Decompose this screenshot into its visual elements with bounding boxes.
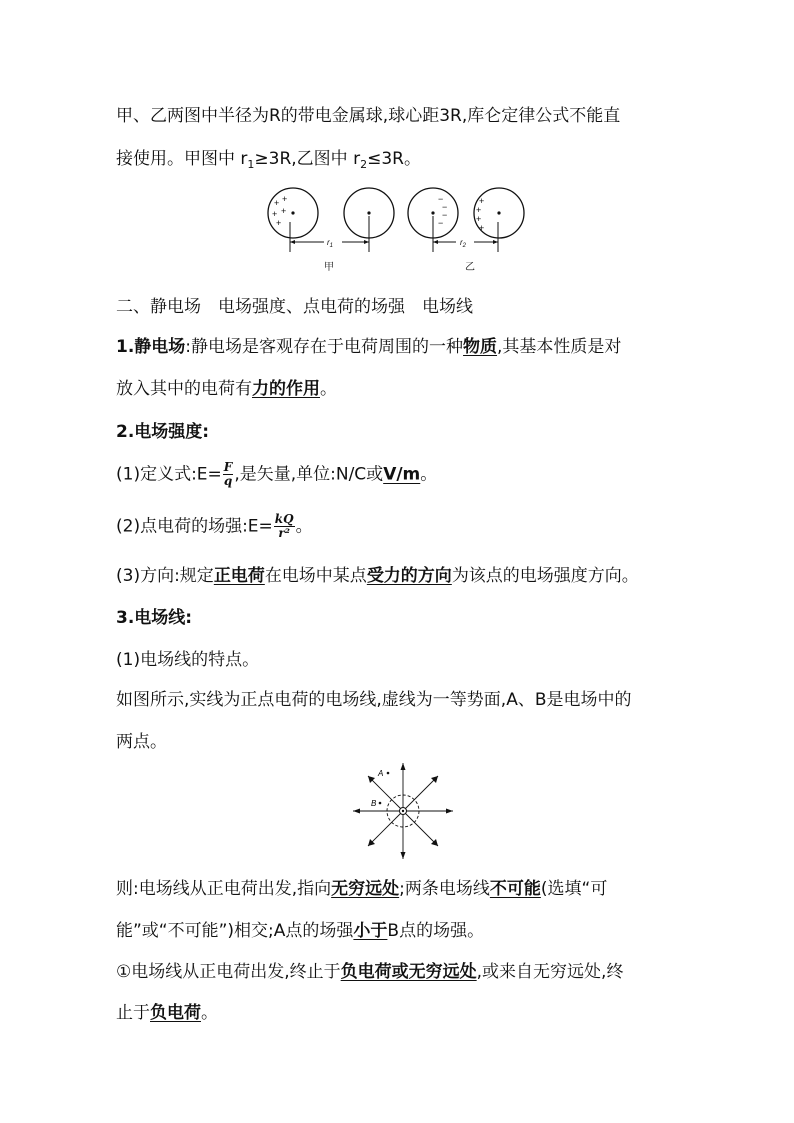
electrostatic-field-line-2 — [116, 376, 337, 402]
definition-text: 放入其中的电荷有 — [116, 379, 252, 399]
figure-label-jia: 甲 — [324, 262, 334, 273]
intro-text-a: 接使用。甲图中 r — [116, 149, 248, 169]
r1-label: $r_1$ — [327, 238, 334, 249]
direction-line — [116, 563, 639, 589]
plus-sign: + — [476, 214, 482, 224]
answer-infinity: 无穷远处 — [331, 879, 400, 899]
conclusion-text: ;两条电场线 — [399, 879, 490, 899]
fraction-kq-over-r2: $\frac{kQ}{\text{r²}}$ — [274, 512, 294, 540]
field-strength-heading: 2.电场强度: — [116, 422, 210, 442]
conclusion-text: B点的场强。 — [387, 921, 485, 941]
plus-sign: + — [272, 209, 278, 219]
formula-prefix: (1)定义式:E= — [116, 464, 222, 485]
point-charge-formula-line — [116, 513, 313, 540]
item-text: 止于 — [116, 1003, 150, 1023]
definition-formula-line — [116, 461, 437, 488]
plus-sign: + — [479, 196, 485, 206]
conclusion-text: 则:电场线从正电荷出发,指向 — [116, 879, 332, 899]
answer-less-than: 小于 — [353, 921, 388, 941]
answer-impossible: 不可能 — [489, 879, 541, 899]
minus-sign: − — [442, 202, 448, 212]
field-lines-figure — [344, 758, 464, 868]
item-text: ,或来自无穷远处,终 — [476, 962, 624, 982]
term-electrostatic-field: 静电场 — [134, 337, 186, 357]
center-dot — [291, 211, 294, 214]
conclusion-line-1 — [116, 876, 607, 902]
direction-mid: 在电场中某点 — [264, 566, 367, 586]
intro-line-2 — [116, 146, 421, 178]
plus-sign: + — [479, 223, 485, 233]
answer-force-direction: 受力的方向 — [366, 566, 452, 586]
period: 。 — [201, 1003, 218, 1023]
plus-sign: + — [281, 206, 287, 216]
intro-text-c: ≤3R。 — [367, 149, 421, 169]
point-b-label: B — [371, 799, 377, 808]
r2-label: $r_2$ — [460, 238, 467, 249]
point-a-label: A — [378, 769, 384, 778]
item-text: ①电场线从正电荷出发,终止于 — [116, 962, 341, 982]
plus-sign: + — [274, 198, 280, 208]
point-a — [387, 772, 390, 775]
answer-force-effect: 力的作用 — [252, 379, 320, 399]
period: 。 — [320, 379, 337, 399]
formula-mid: ,是矢量,单位:N/C或 — [234, 464, 384, 485]
answer-matter: 物质 — [463, 337, 498, 357]
period: 。 — [420, 464, 438, 485]
point-b — [379, 802, 382, 805]
description-line-1: 如图所示,实线为正点电荷的电场线,虚线为一等势面,A、B是电场中的 — [116, 690, 632, 710]
section-heading: 二、静电场 电场强度、点电荷的场强 电场线 — [116, 297, 473, 317]
answer-unit: V/m — [383, 464, 421, 485]
intro-line-1: 甲、乙两图中半径为R的带电金属球,球心距3R,库仑定律公式不能直 — [116, 106, 621, 126]
conclusion-line-2 — [116, 918, 484, 944]
plus-sign: + — [476, 205, 482, 215]
center-dot — [431, 211, 434, 214]
charged-spheres-figure — [262, 184, 534, 276]
minus-sign: − — [442, 210, 448, 220]
description-line-2: 两点。 — [116, 732, 167, 752]
r1-subscript: 1 — [247, 158, 255, 171]
answer-negative-or-infinity: 负电荷或无穷远处 — [340, 962, 477, 982]
features-heading: (1)电场线的特点。 — [116, 650, 260, 670]
figure-label-yi: 乙 — [465, 262, 475, 273]
minus-sign: − — [438, 218, 444, 228]
center-dot — [497, 211, 500, 214]
center-dot — [367, 211, 370, 214]
r2-subscript: 2 — [360, 158, 368, 171]
definition-text: ,其基本性质是对 — [497, 337, 622, 357]
electrostatic-field-line-1 — [116, 334, 621, 360]
formula-prefix: (2)点电荷的场强:E= — [116, 516, 273, 537]
period: 。 — [295, 516, 313, 537]
field-lines-heading: 3.电场线: — [116, 608, 193, 628]
item-number: 1. — [116, 337, 135, 357]
direction-prefix: (3)方向:规定 — [116, 566, 214, 586]
answer-negative-charge: 负电荷 — [150, 1003, 201, 1023]
direction-end: 为该点的电场强度方向。 — [451, 566, 639, 586]
item-1-line-1 — [116, 959, 623, 985]
minus-sign: − — [438, 194, 444, 204]
conclusion-text: 能”或“不可能”)相交;A点的场强 — [116, 921, 354, 941]
definition-text: :静电场是客观存在于电荷周围的一种 — [185, 337, 464, 357]
fraction-f-over-q: $\frac{F}{q}$ — [223, 460, 233, 488]
intro-text-b: ≥3R,乙图中 r — [254, 149, 361, 169]
plus-sign: + — [282, 194, 288, 204]
plus-sign: + — [276, 218, 282, 228]
conclusion-text: (选填“可 — [540, 879, 608, 899]
answer-positive-charge: 正电荷 — [213, 566, 265, 586]
item-1-line-2 — [116, 1000, 218, 1026]
